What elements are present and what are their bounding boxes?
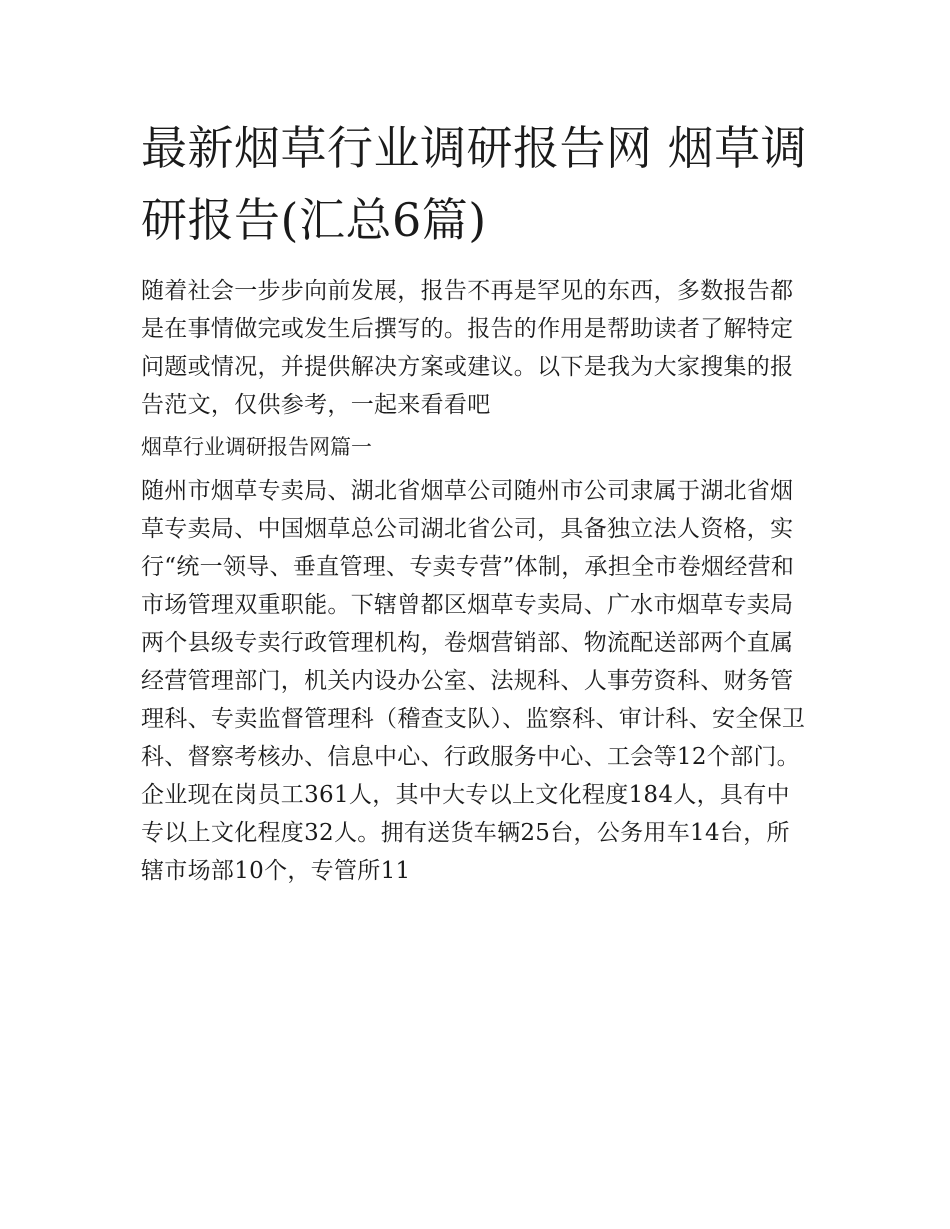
document-title: 最新烟草行业调研报告网 烟草调研报告(汇总6篇) <box>141 121 808 247</box>
body-paragraph: 随州市烟草专卖局、湖北省烟草公司随州市公司隶属于湖北省烟草专卖局、中国烟草总公司湖北省公司，具备独立法人资格，实行“统一领导、垂直管理、专卖专营”体制，承担全市卷烟经营和市场管理双重职能。下辖曾都区烟草专卖局、广水市烟草专卖局两个县级专卖行政管理机构，卷烟营销部、物流配送部两个直属经营管理部门，机关内设办公室、法规科、人事劳资科、财务管理科、专卖监督管理科（稽查支队）、监察科、审计科、安全保卫科、督察考核办、信息中心、行政服务中心、工会等12个部门。企业现在岗员工361人，其中大专以上文化程度184人，具有中专以上文化程度32人。拥有送货车辆25台，公务用车14台，所辖市场部10个，专管所11 <box>141 478 806 884</box>
intro-paragraph: 随着社会一步步向前发展，报告不再是罕见的东西，多数报告都是在事情做完或发生后撰写的。报告的作用是帮助读者了解特定问题或情况，并提供解决方案或建议。以下是我为大家搜集的报告范文，仅供参考，一起来看看吧 <box>141 278 794 418</box>
document-content <box>141 112 813 896</box>
section-heading: 烟草行业调研报告网篇一 <box>141 435 372 459</box>
